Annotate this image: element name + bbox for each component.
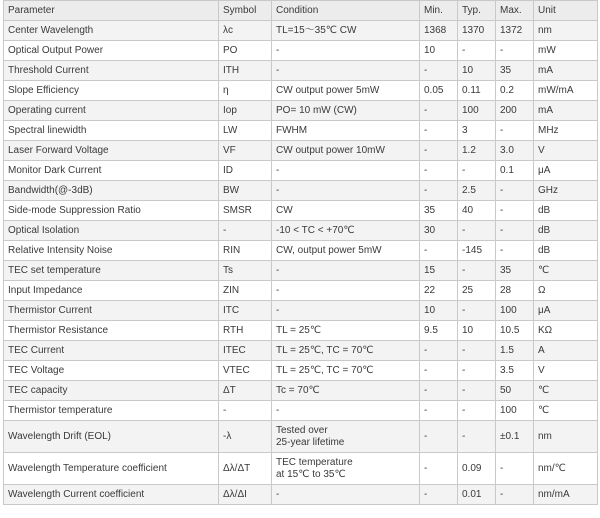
cell-typ: - <box>458 341 496 361</box>
cell-parameter: Side-mode Suppression Ratio <box>4 201 219 221</box>
cell-condition: FWHM <box>272 121 420 141</box>
cell-min: 15 <box>420 261 458 281</box>
cell-unit: μA <box>534 161 598 181</box>
cell-min: - <box>420 361 458 381</box>
cell-condition: - <box>272 281 420 301</box>
cell-typ: -145 <box>458 241 496 261</box>
cell-unit: mA <box>534 61 598 81</box>
cell-parameter: Operating current <box>4 101 219 121</box>
cell-min: - <box>420 121 458 141</box>
cell-typ: 40 <box>458 201 496 221</box>
cell-condition: - <box>272 261 420 281</box>
cell-max: - <box>496 485 534 505</box>
cell-parameter: Input Impedance <box>4 281 219 301</box>
cell-parameter: TEC Voltage <box>4 361 219 381</box>
cell-unit: KΩ <box>534 321 598 341</box>
cell-symbol: SMSR <box>219 201 272 221</box>
cell-unit: nm/mA <box>534 485 598 505</box>
cell-condition: CW <box>272 201 420 221</box>
spec-table-container <box>3 0 597 505</box>
cell-min: - <box>420 453 458 485</box>
cell-parameter: TEC set temperature <box>4 261 219 281</box>
cell-typ: 1.2 <box>458 141 496 161</box>
cell-max: 200 <box>496 101 534 121</box>
cell-min: 1368 <box>420 21 458 41</box>
cell-parameter: Wavelength Temperature coefficient <box>4 453 219 485</box>
cell-max: - <box>496 221 534 241</box>
cell-typ: 2.5 <box>458 181 496 201</box>
table-body <box>4 21 598 505</box>
cell-condition <box>272 421 420 453</box>
cell-condition: TL = 25℃ <box>272 321 420 341</box>
cell-typ: - <box>458 261 496 281</box>
cell-max: 50 <box>496 381 534 401</box>
cell-parameter: Threshold Current <box>4 61 219 81</box>
cell-condition: - <box>272 485 420 505</box>
cell-min: 30 <box>420 221 458 241</box>
cell-condition: Tc = 70℃ <box>272 381 420 401</box>
header-min: Min. <box>420 1 458 21</box>
cell-max: - <box>496 453 534 485</box>
cell-symbol: η <box>219 81 272 101</box>
header-typ: Typ. <box>458 1 496 21</box>
cell-condition: -10 < TC < +70℃ <box>272 221 420 241</box>
cell-max: 100 <box>496 401 534 421</box>
table-row <box>4 181 598 201</box>
cell-unit: mW/mA <box>534 81 598 101</box>
cell-symbol: VTEC <box>219 361 272 381</box>
table-row <box>4 281 598 301</box>
cell-unit: MHz <box>534 121 598 141</box>
cell-symbol: λc <box>219 21 272 41</box>
table-row <box>4 301 598 321</box>
cell-unit: GHz <box>534 181 598 201</box>
cell-typ: - <box>458 421 496 453</box>
condition-line: at 15℃ to 35℃ <box>276 468 346 480</box>
table-row <box>4 141 598 161</box>
cell-max: 28 <box>496 281 534 301</box>
cell-unit: V <box>534 141 598 161</box>
table-row <box>4 161 598 181</box>
cell-typ: 100 <box>458 101 496 121</box>
cell-parameter: Bandwidth(@-3dB) <box>4 181 219 201</box>
cell-unit: dB <box>534 241 598 261</box>
cell-min: 9.5 <box>420 321 458 341</box>
cell-unit: ℃ <box>534 401 598 421</box>
cell-max: - <box>496 241 534 261</box>
cell-max: 100 <box>496 301 534 321</box>
cell-max: 35 <box>496 261 534 281</box>
cell-condition: TL = 25℃, TC = 70℃ <box>272 361 420 381</box>
cell-parameter: Wavelength Drift (EOL) <box>4 421 219 453</box>
cell-min: - <box>420 381 458 401</box>
table-row <box>4 485 598 505</box>
cell-typ: 3 <box>458 121 496 141</box>
cell-condition: CW output power 5mW <box>272 81 420 101</box>
cell-min: 0.05 <box>420 81 458 101</box>
cell-condition: - <box>272 41 420 61</box>
cell-condition: - <box>272 181 420 201</box>
table-row <box>4 401 598 421</box>
cell-symbol: RTH <box>219 321 272 341</box>
cell-unit: nm <box>534 421 598 453</box>
cell-condition: - <box>272 401 420 421</box>
condition-line: Tested over <box>276 424 328 436</box>
table-header-row <box>4 1 598 21</box>
cell-typ: - <box>458 41 496 61</box>
cell-parameter: TEC Current <box>4 341 219 361</box>
cell-min: - <box>420 401 458 421</box>
cell-min: 35 <box>420 201 458 221</box>
condition-line: TEC temperature <box>276 456 353 468</box>
cell-max: 1372 <box>496 21 534 41</box>
cell-parameter: Center Wavelength <box>4 21 219 41</box>
cell-typ: 0.11 <box>458 81 496 101</box>
cell-unit: A <box>534 341 598 361</box>
table-row <box>4 221 598 241</box>
cell-min: - <box>420 61 458 81</box>
cell-typ: - <box>458 381 496 401</box>
table-row <box>4 341 598 361</box>
table-row <box>4 101 598 121</box>
cell-min: - <box>420 421 458 453</box>
table-row <box>4 21 598 41</box>
table-row <box>4 361 598 381</box>
table-row <box>4 421 598 453</box>
cell-typ: 10 <box>458 321 496 341</box>
cell-unit: mW <box>534 41 598 61</box>
cell-min: 10 <box>420 41 458 61</box>
cell-symbol: ITH <box>219 61 272 81</box>
cell-max: 0.2 <box>496 81 534 101</box>
cell-parameter: Relative Intensity Noise <box>4 241 219 261</box>
cell-parameter: Thermistor Resistance <box>4 321 219 341</box>
cell-max: 35 <box>496 61 534 81</box>
cell-condition: - <box>272 161 420 181</box>
condition-line: 25-year lifetime <box>276 436 345 448</box>
cell-parameter: Spectral linewidth <box>4 121 219 141</box>
cell-symbol: Ts <box>219 261 272 281</box>
cell-condition: - <box>272 301 420 321</box>
cell-typ: 25 <box>458 281 496 301</box>
cell-unit: dB <box>534 221 598 241</box>
table-row <box>4 453 598 485</box>
cell-symbol: ITEC <box>219 341 272 361</box>
cell-max: 10.5 <box>496 321 534 341</box>
cell-unit: Ω <box>534 281 598 301</box>
cell-symbol: VF <box>219 141 272 161</box>
cell-symbol: Δλ/ΔT <box>219 453 272 485</box>
cell-typ: - <box>458 161 496 181</box>
cell-max: 3.0 <box>496 141 534 161</box>
cell-max: 0.1 <box>496 161 534 181</box>
cell-max: - <box>496 181 534 201</box>
cell-parameter: TEC capacity <box>4 381 219 401</box>
cell-symbol: ZIN <box>219 281 272 301</box>
cell-typ: 10 <box>458 61 496 81</box>
table-row <box>4 121 598 141</box>
cell-max: ±0.1 <box>496 421 534 453</box>
cell-min: - <box>420 141 458 161</box>
table-row <box>4 261 598 281</box>
cell-typ: 0.01 <box>458 485 496 505</box>
header-condition: Condition <box>272 1 420 21</box>
cell-unit: ℃ <box>534 261 598 281</box>
cell-parameter: Wavelength Current coefficient <box>4 485 219 505</box>
cell-max: - <box>496 121 534 141</box>
cell-max: - <box>496 201 534 221</box>
cell-typ: 1370 <box>458 21 496 41</box>
cell-min: - <box>420 341 458 361</box>
cell-parameter: Optical Output Power <box>4 41 219 61</box>
cell-parameter: Slope Efficiency <box>4 81 219 101</box>
cell-condition: - <box>272 61 420 81</box>
table-row <box>4 61 598 81</box>
cell-min: - <box>420 161 458 181</box>
cell-parameter: Thermistor Current <box>4 301 219 321</box>
cell-symbol: - <box>219 401 272 421</box>
cell-parameter: Optical Isolation <box>4 221 219 241</box>
table-row <box>4 321 598 341</box>
cell-symbol: PO <box>219 41 272 61</box>
header-parameter: Parameter <box>4 1 219 21</box>
cell-unit: dB <box>534 201 598 221</box>
cell-unit: mA <box>534 101 598 121</box>
cell-unit: μA <box>534 301 598 321</box>
cell-symbol: Δλ/ΔI <box>219 485 272 505</box>
table-row <box>4 81 598 101</box>
cell-condition: TL=15～35℃ CW <box>272 21 420 41</box>
cell-symbol: RIN <box>219 241 272 261</box>
cell-max: 1.5 <box>496 341 534 361</box>
cell-typ: - <box>458 361 496 381</box>
cell-parameter: Monitor Dark Current <box>4 161 219 181</box>
header-symbol: Symbol <box>219 1 272 21</box>
cell-unit: nm/℃ <box>534 453 598 485</box>
table-row <box>4 381 598 401</box>
cell-max: 3.5 <box>496 361 534 381</box>
cell-unit: ℃ <box>534 381 598 401</box>
cell-symbol: -λ <box>219 421 272 453</box>
cell-unit: nm <box>534 21 598 41</box>
cell-min: - <box>420 485 458 505</box>
cell-symbol: ID <box>219 161 272 181</box>
cell-typ: - <box>458 301 496 321</box>
cell-min: - <box>420 241 458 261</box>
cell-typ: - <box>458 401 496 421</box>
cell-typ: - <box>458 221 496 241</box>
cell-condition: PO= 10 mW (CW) <box>272 101 420 121</box>
header-unit: Unit <box>534 1 598 21</box>
cell-min: - <box>420 181 458 201</box>
header-max: Max. <box>496 1 534 21</box>
cell-min: 22 <box>420 281 458 301</box>
table-row <box>4 201 598 221</box>
cell-condition <box>272 453 420 485</box>
cell-condition: CW output power 10mW <box>272 141 420 161</box>
table-row <box>4 241 598 261</box>
cell-condition: TL = 25℃, TC = 70℃ <box>272 341 420 361</box>
cell-typ: 0.09 <box>458 453 496 485</box>
specification-table <box>3 0 598 505</box>
cell-symbol: ΔT <box>219 381 272 401</box>
cell-parameter: Laser Forward Voltage <box>4 141 219 161</box>
table-row <box>4 41 598 61</box>
cell-parameter: Thermistor temperature <box>4 401 219 421</box>
cell-symbol: - <box>219 221 272 241</box>
cell-symbol: ITC <box>219 301 272 321</box>
cell-min: 10 <box>420 301 458 321</box>
cell-symbol: LW <box>219 121 272 141</box>
cell-max: - <box>496 41 534 61</box>
cell-min: - <box>420 101 458 121</box>
cell-symbol: BW <box>219 181 272 201</box>
cell-condition: CW, output power 5mW <box>272 241 420 261</box>
cell-unit: V <box>534 361 598 381</box>
cell-symbol: Iop <box>219 101 272 121</box>
